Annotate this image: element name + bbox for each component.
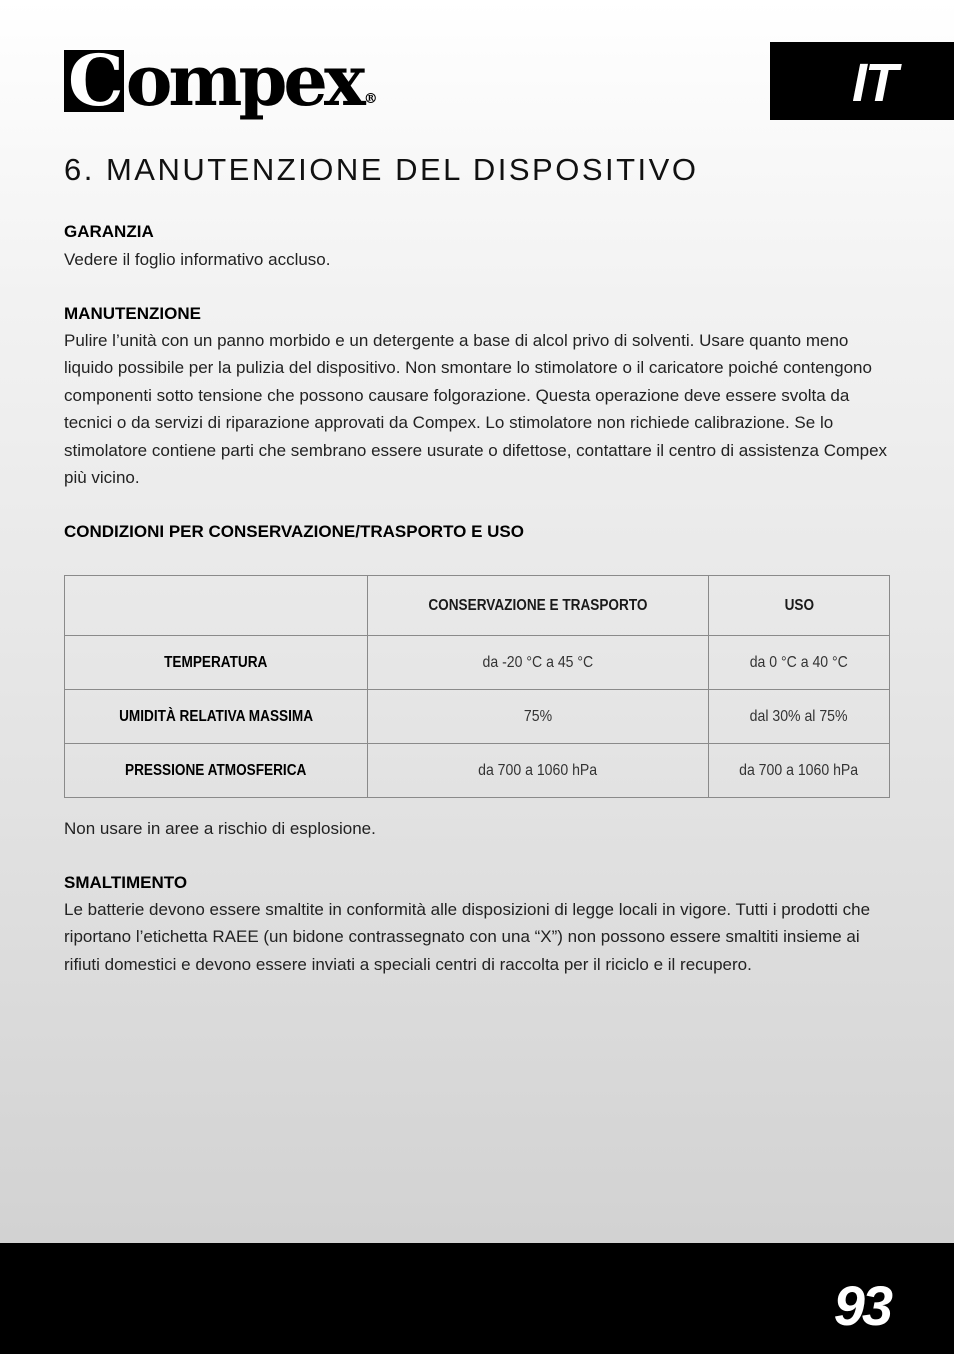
footer-bar (0, 1243, 954, 1354)
conditions-table (64, 575, 890, 798)
table-row (65, 636, 890, 690)
table-cell: 75% (367, 690, 708, 744)
table-cell: da 700 a 1060 hPa (709, 744, 890, 798)
row-label: PRESSIONE ATMOSFERICA (65, 744, 368, 798)
table-row (65, 744, 890, 798)
language-tab (770, 42, 954, 120)
logo-wordmark (64, 39, 378, 122)
logo-initial: C (64, 50, 124, 112)
table-cell: da -20 °C a 45 °C (367, 636, 708, 690)
table-header-empty (65, 576, 368, 636)
table-header-row (65, 576, 890, 636)
row-label: UMIDITÀ RELATIVA MASSIMA (65, 690, 368, 744)
explosion-warning: Non usare in aree a rischio di esplosione. (64, 819, 376, 838)
condizioni-heading: CONDIZIONI PER CONSERVAZIONE/TRASPORTO E USO (64, 522, 524, 541)
smaltimento-heading: SMALTIMENTO (64, 873, 188, 892)
table-cell: da 0 °C a 40 °C (709, 636, 890, 690)
table-row (65, 690, 890, 744)
language-code: IT (852, 53, 896, 113)
garanzia-heading: GARANZIA (64, 222, 154, 241)
table-header-storage: CONSERVAZIONE E TRASPORTO (367, 576, 708, 636)
page-number: 93 (833, 1274, 890, 1337)
table-cell: dal 30% al 75% (709, 690, 890, 744)
manutenzione-text: Pulire l’unità con un panno morbido e un detergente a base di alcol privo di solventi. Usare quanto meno liquido possibile per la pulizia del dispositivo. Non smontare lo stimolatore o il caricatore poiché contengono componenti sotto tensione che possono causare folgorazione. Questa operazione deve essere svolta da tecnici o da servizi di riparazione approvati da Compex. Lo stimolatore non richiede calibrazione. Se lo stimolatore contiene parti che sembrano essere usurate o difettose, contattare il centro di assistenza Compex più vicino. (64, 331, 888, 488)
logo-rest: ompex (125, 39, 362, 122)
page-title: 6. MANUTENZIONE DEL DISPOSITIVO (64, 152, 699, 187)
table-cell: da 700 a 1060 hPa (367, 744, 708, 798)
compex-logo (64, 39, 378, 122)
garanzia-text: Vedere il foglio informativo accluso. (64, 250, 331, 269)
row-label: TEMPERATURA (65, 636, 368, 690)
smaltimento-text: Le batterie devono essere smaltite in conformità alle disposizioni di legge locali in vigore. Tutti i prodotti che riportano l’etichetta RAEE (un bidone contrassegnato con una “X”) non possono essere smaltiti insieme ai rifiuti domestici e devono essere inviati a speciali centri di raccolta per il riciclo e il recupero. (64, 900, 871, 974)
manutenzione-heading: MANUTENZIONE (64, 304, 201, 323)
registered-mark: ® (363, 91, 378, 107)
table-header-use: USO (709, 576, 890, 636)
